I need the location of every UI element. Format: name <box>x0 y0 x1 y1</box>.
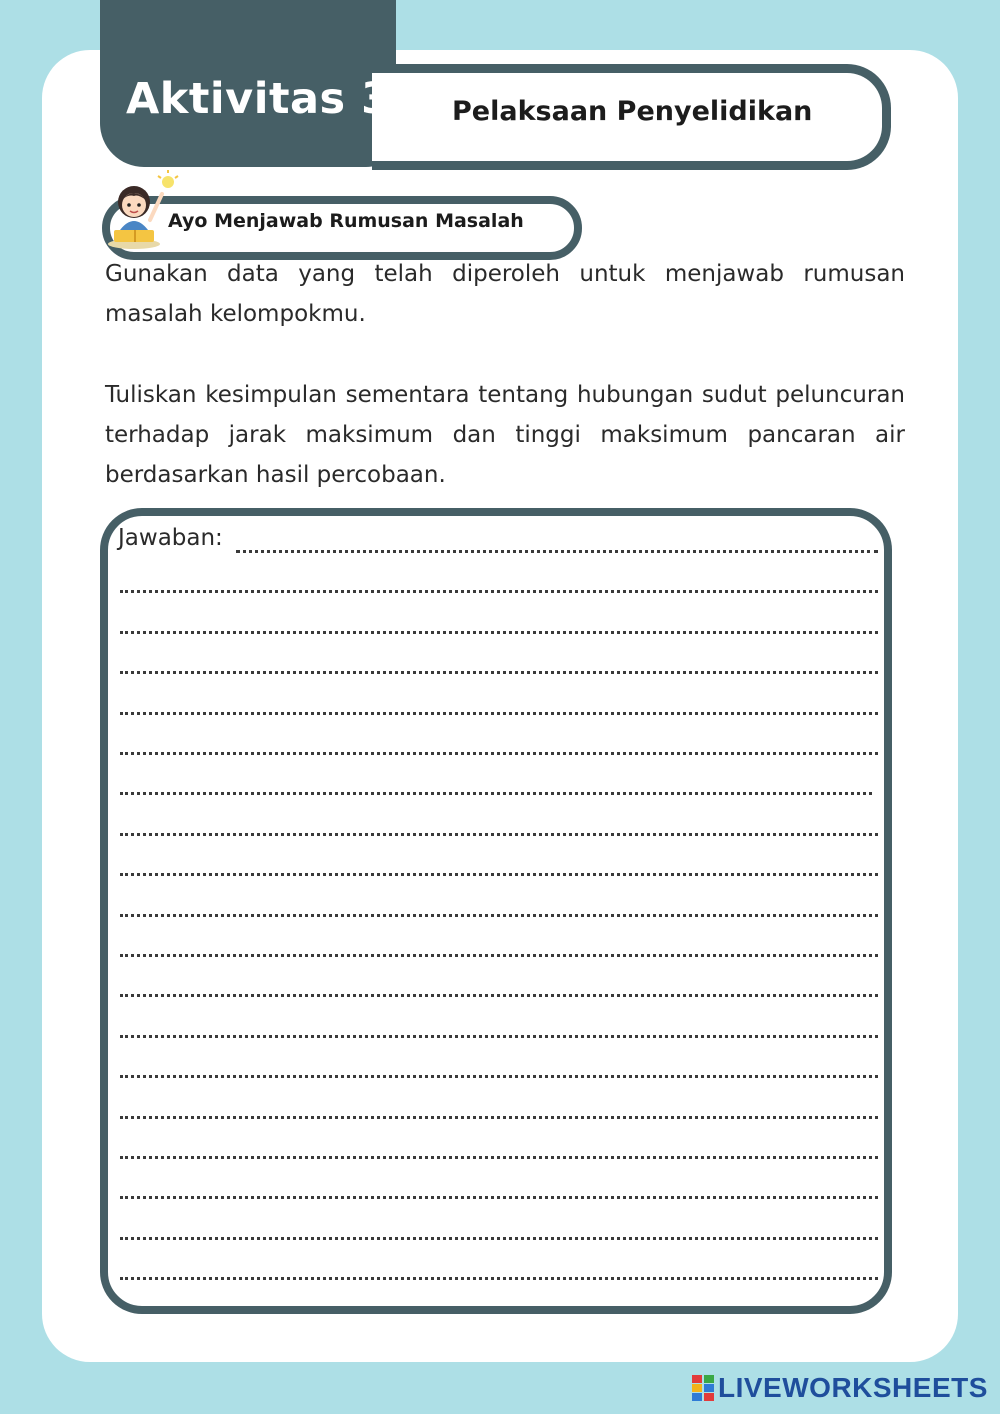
answer-dotted-line[interactable] <box>120 1035 878 1038</box>
answer-dotted-line[interactable] <box>120 752 878 755</box>
answer-dotted-line[interactable] <box>120 792 872 795</box>
answer-dotted-line[interactable] <box>120 994 878 997</box>
answer-dotted-line[interactable] <box>120 671 878 674</box>
answer-dotted-line[interactable] <box>120 1277 878 1280</box>
answer-dotted-line[interactable] <box>236 550 878 553</box>
answer-dotted-line[interactable] <box>120 914 878 917</box>
answer-label: Jawaban: <box>118 525 223 551</box>
answer-dotted-line[interactable] <box>120 1116 878 1119</box>
answer-dotted-line[interactable] <box>120 712 878 715</box>
answer-dotted-line[interactable] <box>120 1075 878 1078</box>
activity-subtitle: Pelaksaan Penyelidikan <box>452 96 813 127</box>
answer-dotted-line[interactable] <box>120 631 878 634</box>
section-title: Ayo Menjawab Rumusan Masalah <box>168 210 524 232</box>
answer-dotted-line[interactable] <box>120 954 878 957</box>
answer-dotted-line[interactable] <box>120 873 878 876</box>
answer-dotted-line[interactable] <box>120 1196 878 1199</box>
activity-title: Aktivitas 3 <box>126 74 392 124</box>
answer-dotted-line[interactable] <box>120 590 878 593</box>
answer-dotted-line[interactable] <box>120 833 878 836</box>
brand-name: LIVEWORKSHEETS <box>718 1372 988 1403</box>
liveworksheets-brand <box>692 1372 988 1404</box>
instruction-paragraph-1: Gunakan data yang telah diperoleh untuk menjawab rumusan masalah kelompokmu. <box>105 261 905 327</box>
instruction-paragraph-2: Tuliskan kesimpulan sementara tentang hubungan sudut peluncuran terhadap jarak maksimum dan tinggi maksimum pancaran air berdasarkan hasil percobaan. <box>105 382 905 488</box>
answer-dotted-line[interactable] <box>120 1237 878 1240</box>
liveworksheets-logo-icon <box>692 1375 714 1401</box>
answer-box[interactable] <box>100 508 892 1314</box>
answer-dotted-line[interactable] <box>120 1156 878 1159</box>
